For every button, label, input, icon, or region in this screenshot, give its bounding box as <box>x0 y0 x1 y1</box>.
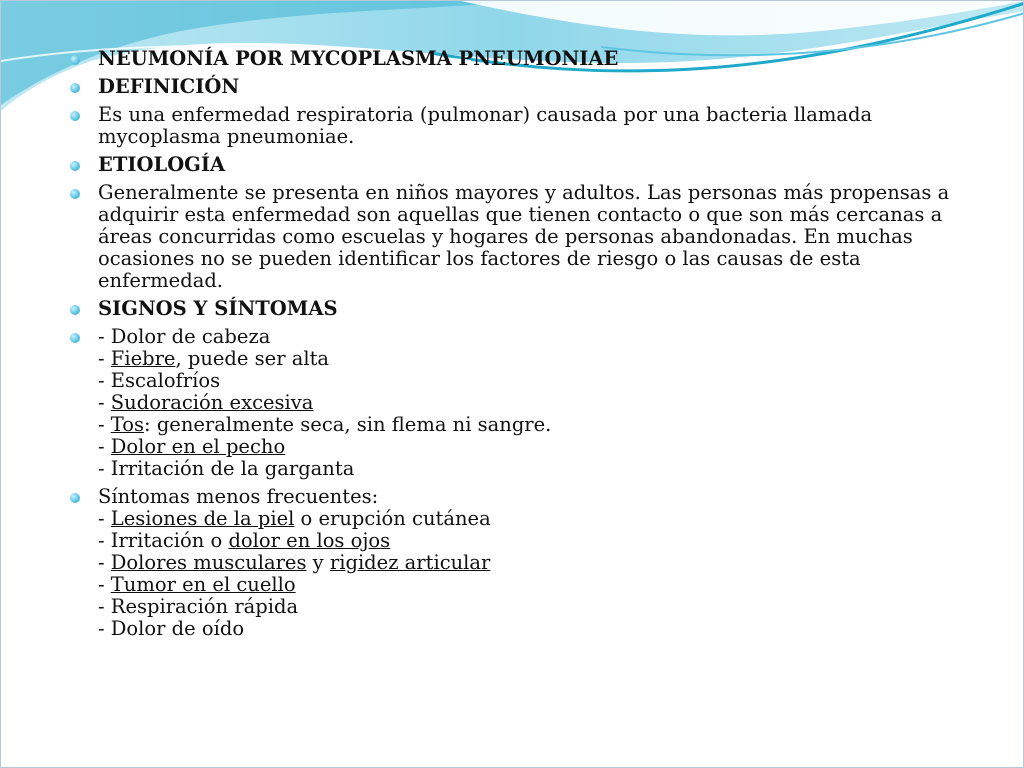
less-frequent-ear: - Dolor de oído <box>98 617 245 640</box>
symptom-headache: - Dolor de cabeza <box>98 325 271 348</box>
list-item <box>65 76 975 98</box>
less-frequent-skin: - Lesiones de la piel o erupción cutánea <box>98 507 491 530</box>
link-rigidez-articular[interactable]: rigidez articular <box>329 551 491 574</box>
bullet-icon <box>70 305 80 315</box>
etiology-text: Generalmente se presenta en niños mayores y adultos. Las personas más propensas a adquirir esta enfermedad son aquellas que tienen contacto o que son más cercanas a áreas concurridas como escuelas y hogares de personas abandonadas. En muchas ocasiones no se pueden identificar los factores de riesgo o las causas de esta enfermedad. <box>98 181 950 292</box>
link-tos[interactable]: Tos <box>110 413 145 436</box>
list-item <box>65 486 975 640</box>
symptom-sweating: - Sudoración excesiva <box>98 391 314 414</box>
link-lesiones-de-la-piel[interactable]: Lesiones de la piel <box>110 507 295 530</box>
slide-content <box>65 48 975 646</box>
bullet-icon <box>70 333 80 343</box>
bullet-icon <box>70 55 80 65</box>
link-dolor-en-los-ojos[interactable]: dolor en los ojos <box>228 529 391 552</box>
list-item <box>65 154 975 176</box>
link-dolor-en-el-pecho[interactable]: Dolor en el pecho <box>110 435 286 458</box>
less-frequent-neck: - Tumor en el cuello <box>98 573 296 596</box>
section-heading-symptoms: SIGNOS Y SÍNTOMAS <box>98 297 338 320</box>
bullet-icon <box>70 189 80 199</box>
list-item <box>65 326 975 480</box>
list-item <box>65 48 975 70</box>
bullet-icon <box>70 111 80 121</box>
definition-text: Es una enfermedad respiratoria (pulmonar) causada por una bacteria llamada mycoplasma pneumoniae. <box>98 103 873 148</box>
list-item <box>65 298 975 320</box>
link-tumor-en-el-cuello[interactable]: Tumor en el cuello <box>110 573 296 596</box>
link-fiebre[interactable]: Fiebre <box>110 347 176 370</box>
list-item <box>65 182 975 292</box>
slide-title: NEUMONÍA POR MYCOPLASMA PNEUMONIAE <box>98 47 619 70</box>
symptom-chest-pain: - Dolor en el pecho <box>98 435 286 458</box>
bullet-icon <box>70 493 80 503</box>
symptom-cough: - Tos: generalmente seca, sin flema ni sangre. <box>98 413 552 436</box>
bullet-icon <box>70 161 80 171</box>
bullet-icon <box>70 83 80 93</box>
list-item <box>65 104 975 148</box>
less-frequent-title: Síntomas menos frecuentes: <box>98 485 379 508</box>
less-frequent-breathing: - Respiración rápida <box>98 595 299 618</box>
symptom-throat: - Irritación de la garganta <box>98 457 355 480</box>
symptom-fever: - Fiebre, puede ser alta <box>98 347 330 370</box>
less-frequent-eyes: - Irritación o dolor en los ojos <box>98 529 391 552</box>
section-heading-definition: DEFINICIÓN <box>98 75 240 98</box>
link-sudoracion-excesiva[interactable]: Sudoración excesiva <box>110 391 314 414</box>
less-frequent-muscles: - Dolores musculares y rigidez articular <box>98 551 491 574</box>
link-dolores-musculares[interactable]: Dolores musculares <box>110 551 307 574</box>
symptom-chills: - Escalofríos <box>98 369 221 392</box>
bullet-list <box>65 48 975 640</box>
section-heading-etiology: ETIOLOGÍA <box>98 153 226 176</box>
